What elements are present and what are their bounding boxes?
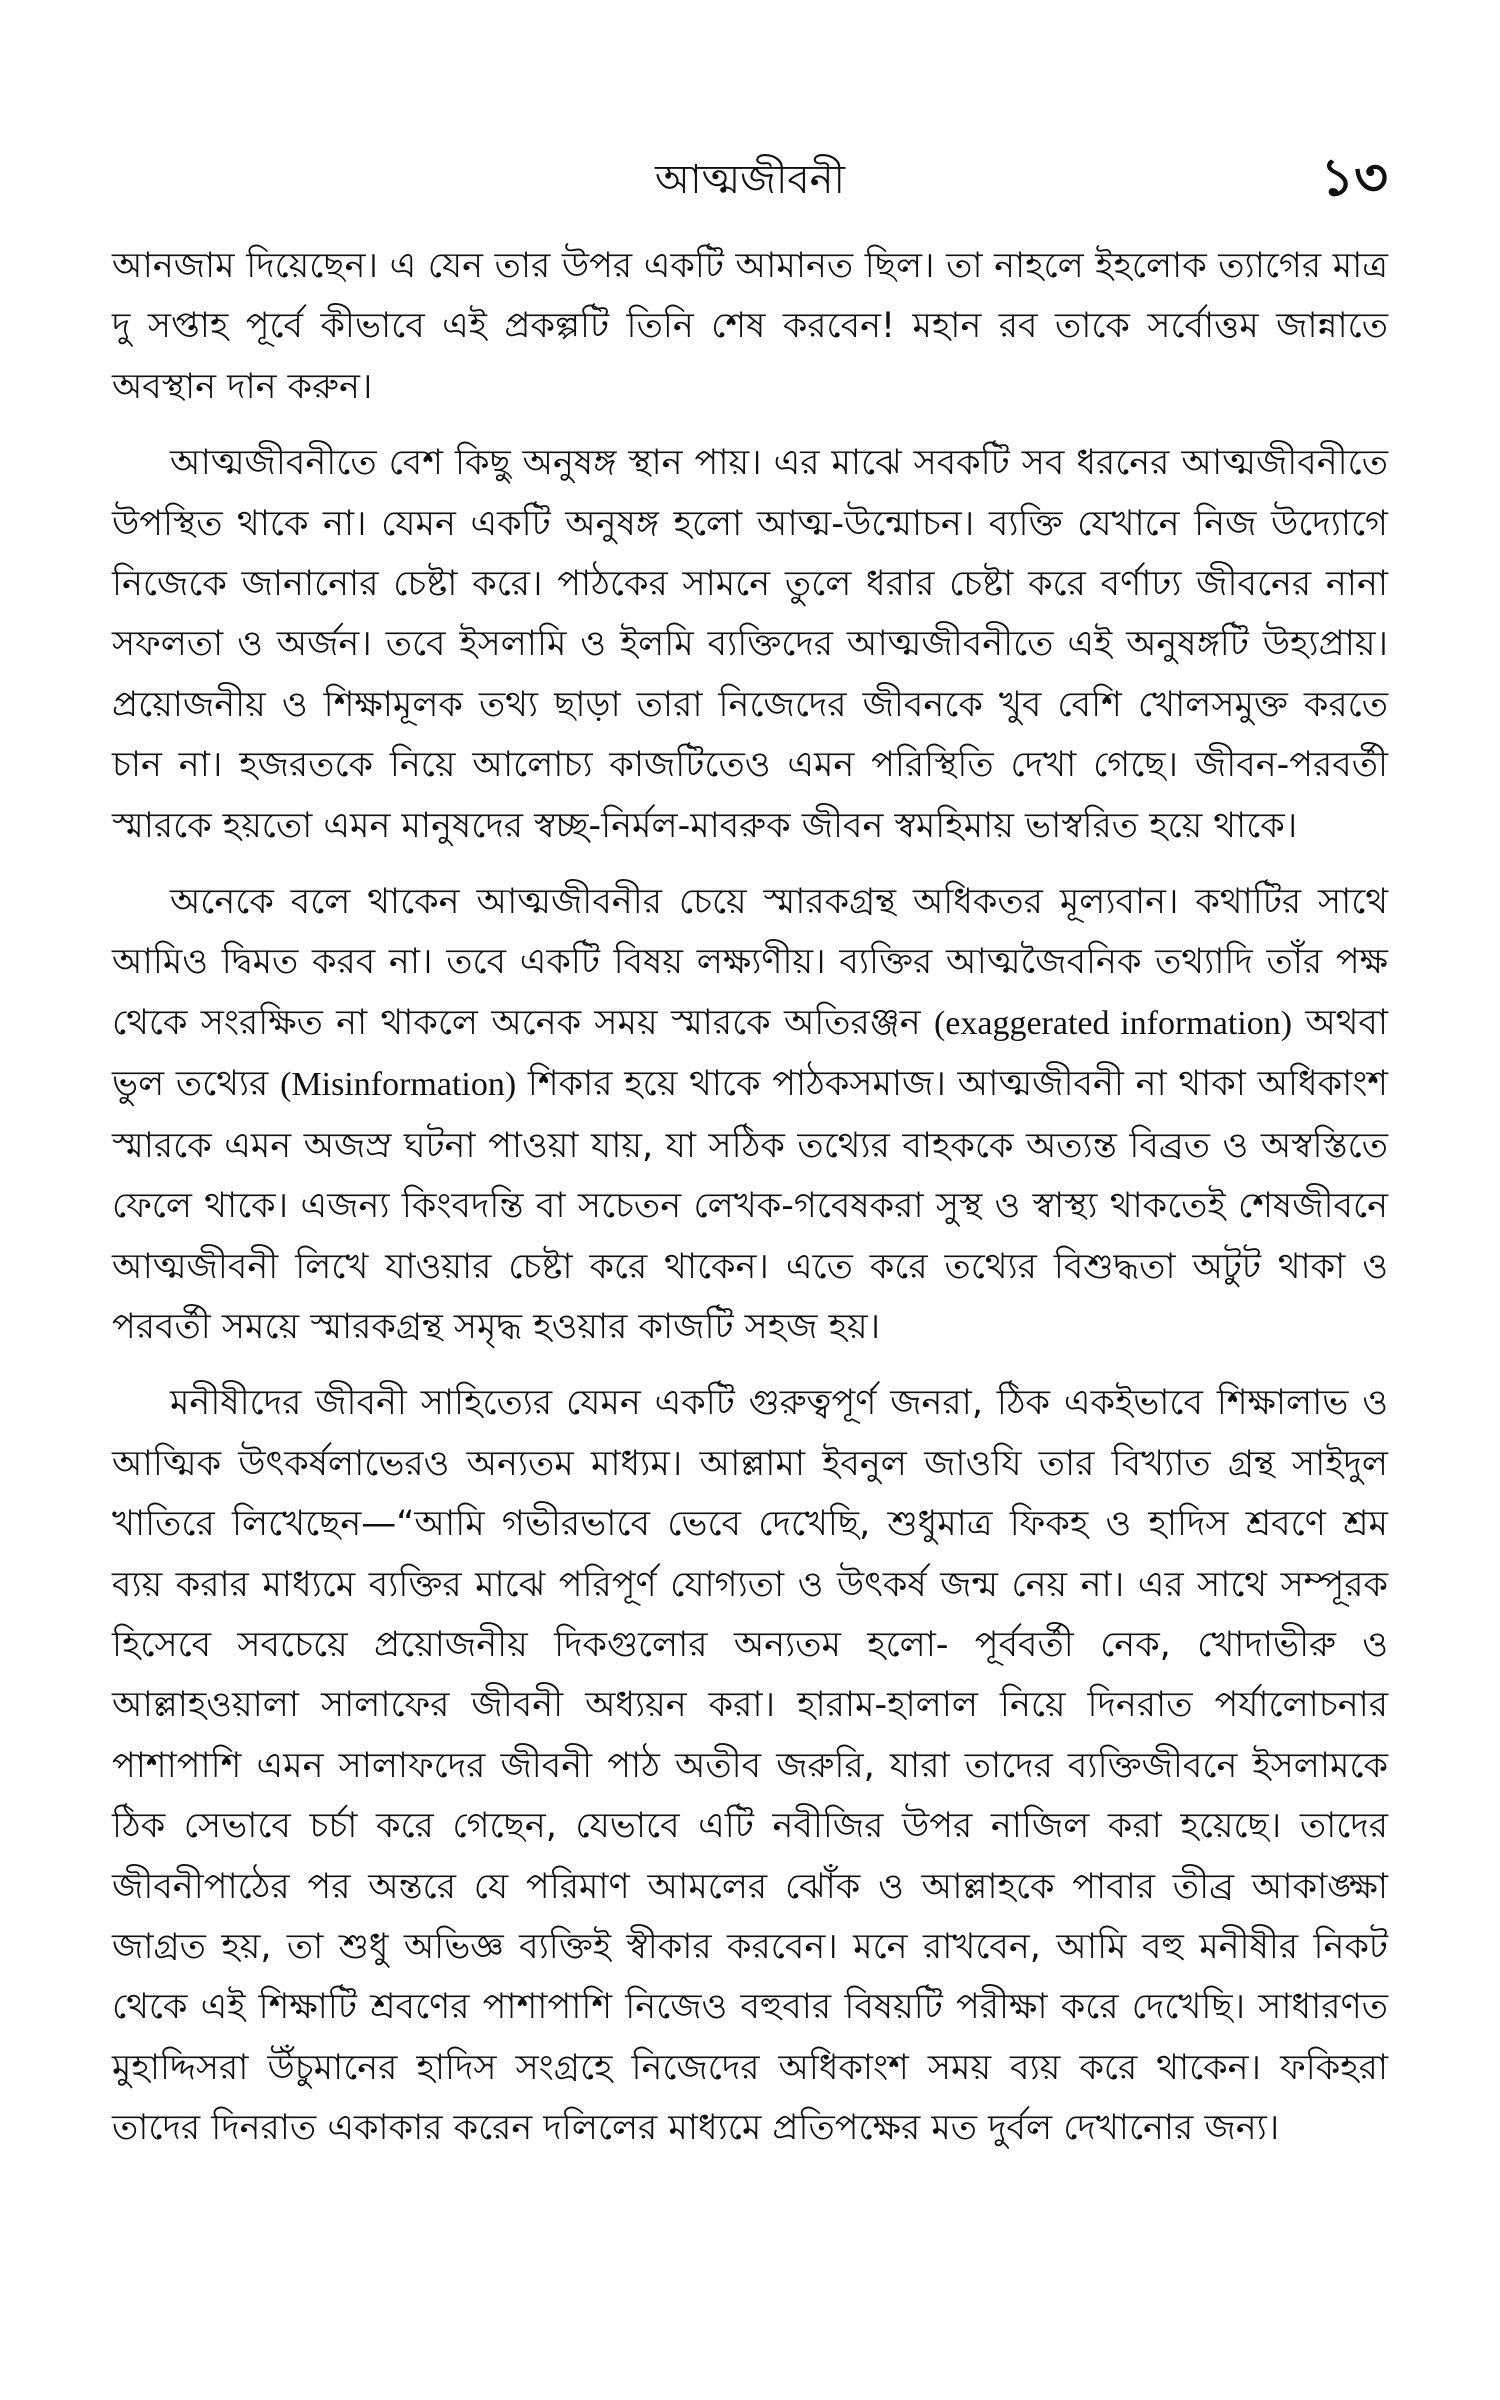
- paragraph-3-part-1: অনেকে বলে থাকেন আত্মজীবনীর চেয়ে স্মারকগ্রন্থ অধিকতর মূল্যবান। কথাটির সাথে আমিও দ্বিমত করব না। তবে একটি বিষয় লক্ষ্যণীয়। ব্যক্তির আত্মজৈবনিক তথ্যাদি তাঁর পক্ষ থেকে সংরক্ষিত না থাকলে অনেক সময় স্মারকে অতিরঞ্জন: [112, 882, 1388, 1043]
- body-text: [112, 236, 1388, 2175]
- paragraph-3-part-3: শিকার হয়ে থাকে পাঠকসমাজ। আত্মজীবনী না থাকা অধিকাংশ স্মারকে এমন অজস্র ঘটনা পাওয়া যায়, যা সঠিক তথ্যের বাহককে অত্যন্ত বিব্রত ও অস্বস্তিতে ফেলে থাকে। এজন্য কিংবদন্তি বা সচেতন লেখক-গবেষকরা সুস্থ ও স্বাস্থ্য থাকতেই শেষজীবনে আত্মজীবনী লিখে যাওয়ার চেষ্টা করে থাকেন। এতে করে তথ্যের বিশুদ্ধতা অটুট থাকা ও পরবর্তী সময়ে স্মারকগ্রন্থ সমৃদ্ধ হওয়ার কাজটি সহজ হয়।: [112, 1064, 1388, 1347]
- paragraph-4: মনীষীদের জীবনী সাহিত্যের যেমন একটি গুরুত্বপূর্ণ জনরা, ঠিক একইভাবে শিক্ষালাভ ও আত্মিক উৎকর্ষলাভেরও অন্যতম মাধ্যম। আল্লামা ইবনুল জাওযি তার বিখ্যাত গ্রন্থ সাইদুল খাতিরে লিখেছেন—“আমি গভীরভাবে ভেবে দেখেছি, শুধুমাত্র ফিকহ ও হাদিস শ্রবণে শ্রম ব্যয় করার মাধ্যমে ব্যক্তির মাঝে পরিপূর্ণ যোগ্যতা ও উৎকর্ষ জন্ম নেয় না। এর সাথে সম্পূরক হিসেবে সবচেয়ে প্রয়োজনীয় দিকগুলোর অন্যতম হলো- পূর্ববর্তী নেক, খোদাভীরু ও আল্লাহওয়ালা সালাফের জীবনী অধ্যয়ন করা। হারাম-হালাল নিয়ে দিনরাত পর্যালোচনার পাশাপাশি এমন সালাফদের জীবনী পাঠ অতীব জরুরি, যারা তাদের ব্যক্তিজীবনে ইসলামকে ঠিক সেভাবে চর্চা করে গেছেন, যেভাবে এটি নবীজির উপর নাজিল করা হয়েছে। তাদের জীবনীপাঠের পর অন্তরে যে পরিমাণ আমলের ঝোঁক ও আল্লাহকে পাবার তীব্র আকাঙ্ক্ষা জাগ্রত হয়, তা শুধু অভিজ্ঞ ব্যক্তিই স্বীকার করবেন। মনে রাখবেন, আমি বহু মনীষীর নিকট থেকে এই শিক্ষাটি শ্রবণের পাশাপাশি নিজেও বহুবার বিষয়টি পরীক্ষা করে দেখেছি। সাধারণত মুহাদ্দিসরা উঁচুমানের হাদিস সংগ্রহে নিজেদের অধিকাংশ সময় ব্যয় করে থাকেন। ফকিহরা তাদের দিনরাত একাকার করেন দলিলের মাধ্যমে প্রতিপক্ষের মত দুর্বল দেখানোর জন্য।: [112, 1383, 1388, 2149]
- english-term-exaggerated: (exaggerated information): [933, 1004, 1293, 1042]
- paragraph-1: আনজাম দিয়েছেন। এ যেন তার উপর একটি আমানত ছিল। তা নাহলে ইহলোক ত্যাগের মাত্র দু সপ্তাহ পূর্বে কীভাবে এই প্রকল্পটি তিনি শেষ করবেন! মহান রব তাকে সর্বোত্তম জান্নাতে অবস্থান দান করুন।: [112, 246, 1388, 407]
- page-number: ১৩: [1320, 148, 1388, 208]
- paragraph-3: [112, 872, 1388, 1357]
- paragraph-3-part-2: অথবা ভুল তথ্যের: [112, 1002, 1388, 1105]
- english-term-misinformation: (Misinformation): [280, 1066, 517, 1104]
- header-title: আত্মজীবনী: [654, 157, 845, 203]
- running-header: [0, 150, 1500, 210]
- paragraph-2: আত্মজীবনীতে বেশ কিছু অনুষঙ্গ স্থান পায়। এর মাঝে সবকটি সব ধরনের আত্মজীবনীতে উপস্থিত থাকে না। যেমন একটি অনুষঙ্গ হলো আত্ম-উন্মোচন। ব্যক্তি যেখানে নিজ উদ্যোগে নিজেকে জানানোর চেষ্টা করে। পাঠকের সামনে তুলে ধরার চেষ্টা করে বর্ণাঢ্য জীবনের নানা সফলতা ও অর্জন। তবে ইসলামি ও ইলমি ব্যক্তিদের আত্মজীবনীতে এই অনুষঙ্গটি উহ্যপ্রায়। প্রয়োজনীয় ও শিক্ষামূলক তথ্য ছাড়া তারা নিজেদের জীবনকে খুব বেশি খোলসমুক্ত করতে চান না। হজরতকে নিয়ে আলোচ্য কাজটিতেও এমন পরিস্থিতি দেখা গেছে। জীবন-পরবর্তী স্মারকে হয়তো এমন মানুষদের স্বচ্ছ-নির্মল-মাবরুক জীবন স্বমহিমায় ভাস্বরিত হয়ে থাকে।: [112, 443, 1388, 846]
